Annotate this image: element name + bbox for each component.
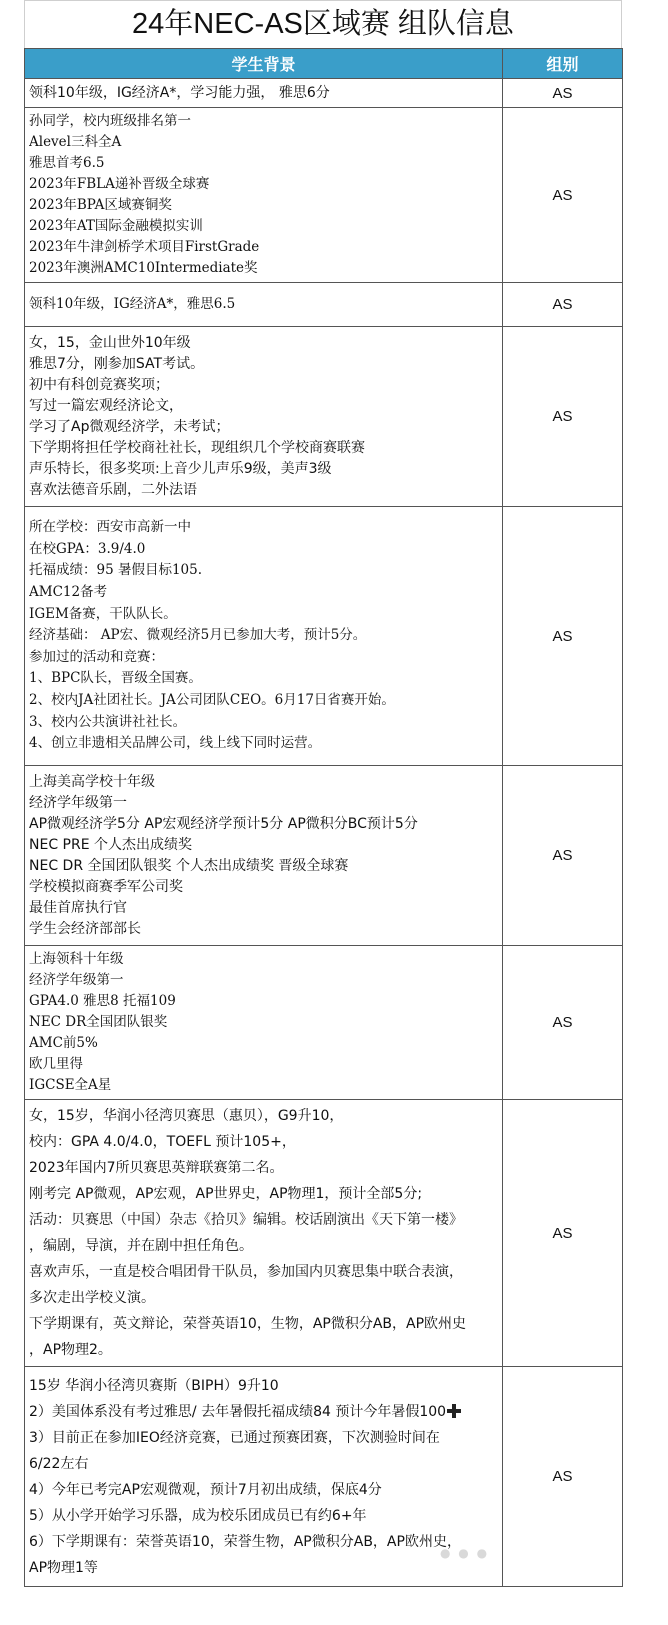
background-line: 初中有科创竞赛奖项； [29, 376, 169, 393]
background-line: 欧几里得 [29, 1056, 83, 1072]
table-row [25, 283, 623, 327]
student-background-cell [25, 108, 503, 283]
background-line: 女，15岁，华润小径湾贝赛思（惠贝），G9升10， [29, 1108, 344, 1124]
background-line: 6/22左右 [29, 1455, 89, 1472]
background-line: 4）今年已考完AP宏观微观，预计7月初出成绩，保底4分 [29, 1481, 382, 1498]
background-line: 参加过的活动和竞赛： [29, 648, 164, 665]
student-background-cell [25, 507, 503, 766]
background-line: 学校模拟商赛季军公司奖 [29, 878, 183, 895]
background-line: 下学期将担任学校商社社长，现组织几个学校商赛联赛 [29, 439, 365, 456]
background-line: 3、校内公共演讲社社长。 [29, 713, 187, 730]
header-student-background: 学生背景 [25, 49, 503, 79]
header-group: 组别 [503, 49, 623, 79]
background-line: 刚考完 AP微观，AP宏观，AP世界史，AP物理1，预计全部5分; [29, 1186, 423, 1202]
table-row [25, 1100, 623, 1367]
student-background-cell [25, 946, 503, 1100]
student-background-cell [25, 283, 503, 327]
student-background-cell [25, 1100, 503, 1367]
background-line: 经济学年级第一 [29, 972, 124, 988]
background-line: 下学期课有，英文辩论，荣誉英语10，生物，AP微积分AB，AP欧州史 [29, 1316, 467, 1332]
background-line: Alevel三科全A [29, 134, 122, 150]
background-line: 2）美国体系没有考过雅思/ 去年暑假托福成绩84 预计今年暑假100 [29, 1399, 498, 1425]
student-background-cell [25, 79, 503, 108]
table-row [25, 946, 623, 1100]
background-line: 上海美高学校十年级 [29, 773, 155, 790]
background-line: IGEM备赛，干队队长。 [29, 605, 177, 622]
plus-icon [447, 1404, 461, 1418]
watermark: ● ● ● [440, 1546, 490, 1560]
background-line: 多次走出学校义演。 [29, 1290, 155, 1306]
background-line: 6）下学期课有：荣誉英语10，荣誉生物，AP微积分AB，AP欧州史， [29, 1533, 461, 1550]
background-line: 孙同学，校内班级排名第一 [29, 113, 191, 129]
table-body [25, 79, 623, 1587]
background-line: 上海领科十年级 [29, 951, 124, 967]
background-line: 雅思7分，刚参加SAT考试。 [29, 355, 205, 372]
table-header-row [25, 49, 623, 79]
table-row [25, 79, 623, 108]
table-row [25, 327, 623, 507]
background-line: 托福成绩：95 暑假目标105. [29, 562, 203, 579]
background-line: 校内：GPA 4.0/4.0，TOEFL 预计105+， [29, 1134, 296, 1150]
background-line: 2023年BPA区域赛铜奖 [29, 197, 172, 213]
background-line: 所在学校：西安市高新一中 [29, 519, 191, 536]
table-row [25, 1367, 623, 1587]
background-line: 3）目前正在参加IEO经济竞赛，已通过预赛团赛，下次测验时间在 [29, 1429, 440, 1446]
group-cell: AS [503, 1367, 623, 1587]
student-background-cell [25, 766, 503, 946]
background-line: NEC DR全国团队银奖 [29, 1014, 168, 1030]
group-cell: AS [503, 327, 623, 507]
background-line: IGCSE全A星 [29, 1077, 112, 1093]
background-line: NEC DR 全国团队银奖 个人杰出成绩奖 晋级全球赛 [29, 857, 349, 874]
group-cell: AS [503, 946, 623, 1100]
background-line: NEC PRE 个人杰出成绩奖 [29, 836, 193, 853]
background-line: AP微观经济学5分 AP宏观经济学预计5分 AP微积分BC预计5分 [29, 815, 418, 832]
student-background-cell [25, 1367, 503, 1587]
background-line: 2023年国内7所贝赛思英辩联赛第二名。 [29, 1160, 284, 1176]
background-line: 最佳首席执行官 [29, 899, 127, 916]
student-background-cell [25, 327, 503, 507]
background-line: ，编剧，导演，并在剧中担任角色。 [29, 1238, 253, 1254]
background-line: 1、BPC队长，晋级全国赛。 [29, 670, 202, 687]
table-row [25, 507, 623, 766]
background-line: 2023年FBLA递补晋级全球赛 [29, 176, 210, 192]
background-line: 15岁 华润小径湾贝赛斯（BIPH）9升10 [29, 1377, 279, 1394]
group-cell: AS [503, 108, 623, 283]
background-line: 学生会经济部部长 [29, 920, 141, 937]
background-line: 活动：贝赛思（中国）杂志《拾贝》编辑。校话剧演出《天下第一楼》 [29, 1212, 463, 1228]
background-line: 经济基础： AP宏、微观经济5月已参加大考，预计5分。 [29, 627, 367, 644]
background-line: 写过一篇宏观经济论文， [29, 397, 183, 414]
background-line: 在校GPA：3.9/4.0 [29, 540, 146, 557]
background-line: 2023年AT国际金融模拟实训 [29, 218, 203, 234]
background-line: 雅思首考6.5 [29, 155, 105, 171]
table-row [25, 108, 623, 283]
group-cell: AS [503, 507, 623, 766]
background-line: 2023年澳洲AMC10Intermediate奖 [29, 260, 258, 276]
background-line: ，AP物理2。 [29, 1342, 112, 1358]
background-line: 领科10年级，IG经济A*，雅思6.5 [29, 296, 236, 312]
group-cell: AS [503, 766, 623, 946]
background-line: 2、校内JA社团社长。JA公司团队CEO。6月17日省赛开始。 [29, 691, 395, 708]
group-cell: AS [503, 1100, 623, 1367]
background-line: AMC12备考 [29, 584, 108, 601]
background-line: AP物理1等 [29, 1559, 98, 1576]
background-line: 2023年牛津剑桥学术项目FirstGrade [29, 239, 260, 255]
background-line: 喜欢法德音乐剧，二外法语 [29, 481, 197, 498]
team-info-sheet [24, 0, 622, 1587]
background-line: 学习了Ap微观经济学，未考试； [29, 418, 230, 435]
student-table [24, 48, 623, 1587]
background-line: 领科10年级，IG经济A*，学习能力强， 雅思6分 [29, 84, 330, 101]
sheet-title: 24年NEC-AS区域赛 组队信息 [24, 0, 622, 48]
background-line: AMC前5% [29, 1035, 98, 1051]
group-cell: AS [503, 283, 623, 327]
background-line: 喜欢声乐，一直是校合唱团骨干队员，参加国内贝赛思集中联合表演， [29, 1264, 463, 1280]
background-line: 5）从小学开始学习乐器，成为校乐团成员已有约6+年 [29, 1507, 367, 1524]
group-cell: AS [503, 79, 623, 108]
background-line: 声乐特长，很多奖项:上音少儿声乐9级，美声3级 [29, 460, 332, 477]
table-row [25, 766, 623, 946]
background-line: 经济学年级第一 [29, 794, 127, 811]
background-line: 4、创立非遗相关品牌公司，线上线下同时运营。 [29, 735, 322, 752]
background-line: GPA4.0 雅思8 托福109 [29, 993, 176, 1009]
background-line: 女，15，金山世外10年级 [29, 334, 191, 351]
